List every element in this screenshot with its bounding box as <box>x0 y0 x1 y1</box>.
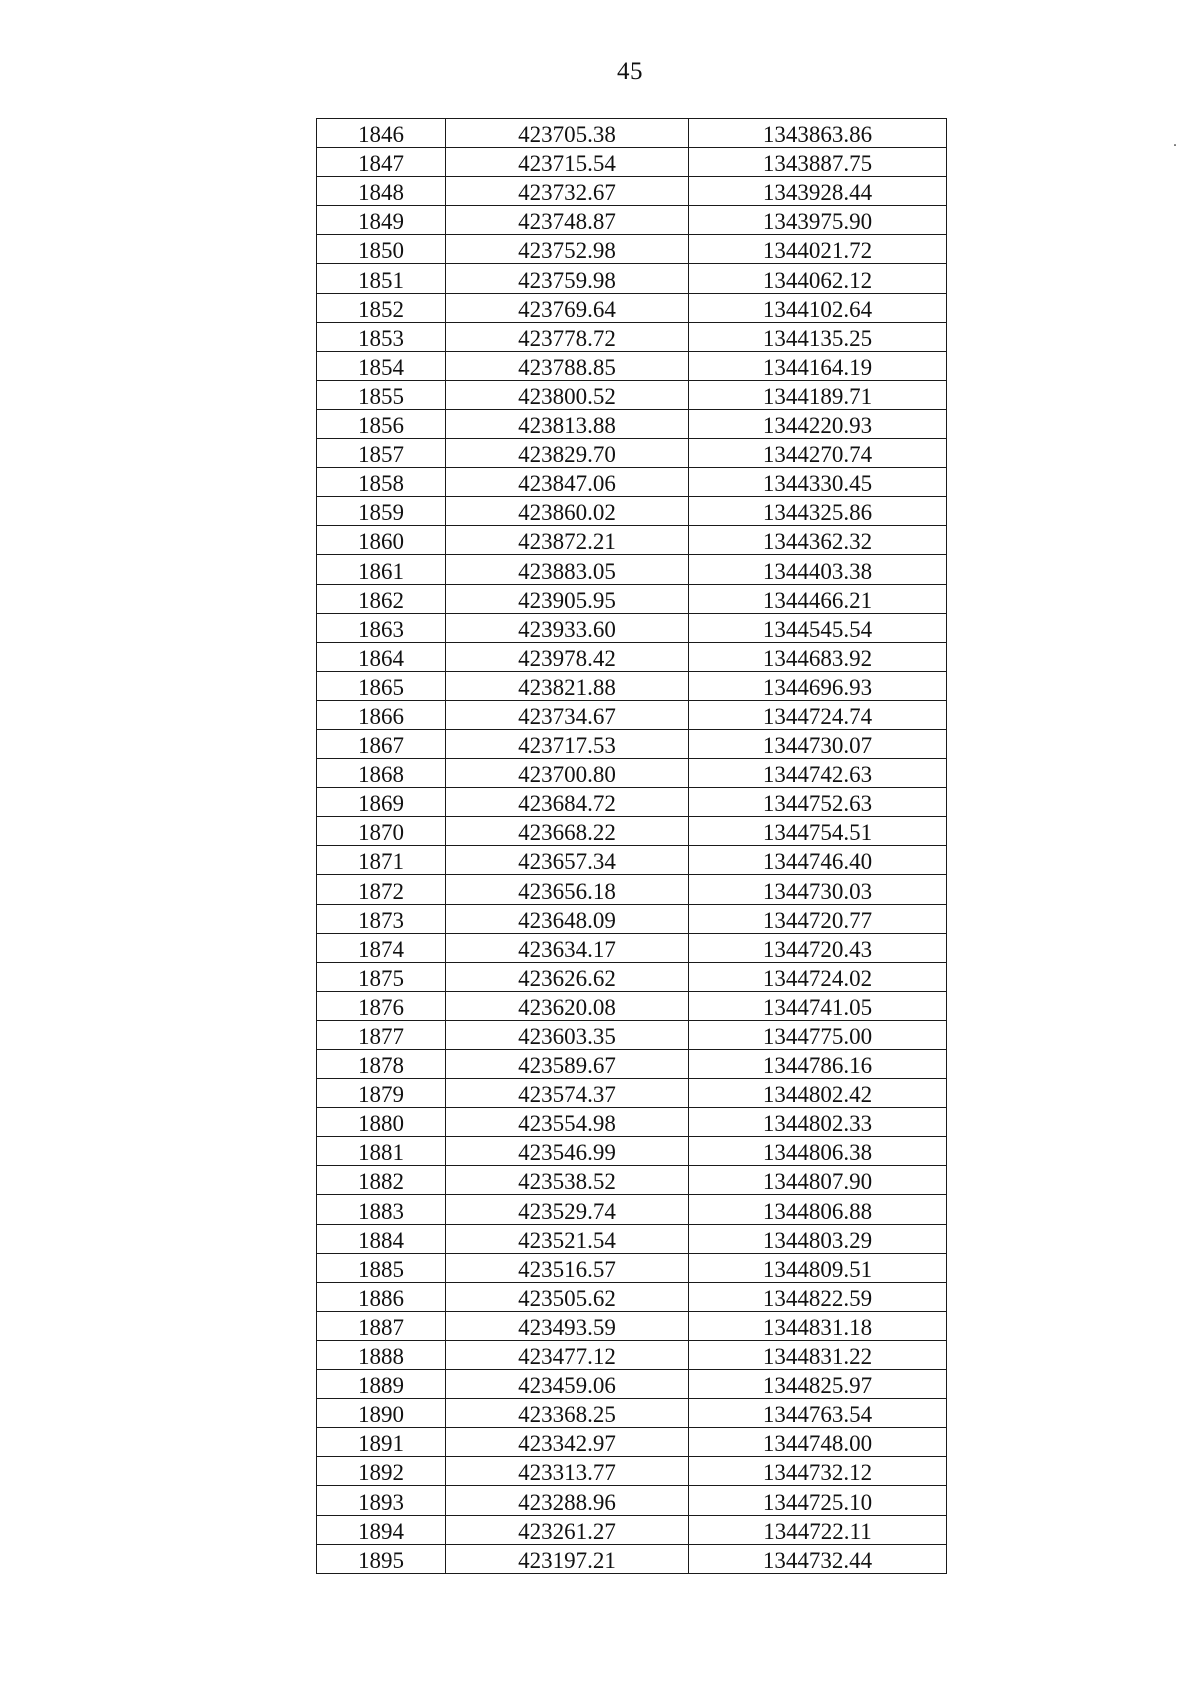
x-coordinate-cell: 423769.64 <box>446 293 689 322</box>
y-coordinate-cell: 1344803.29 <box>689 1224 947 1253</box>
y-coordinate-cell: 1344683.92 <box>689 642 947 671</box>
point-number-cell: 1872 <box>317 875 446 904</box>
point-number-cell: 1868 <box>317 759 446 788</box>
y-coordinate-cell: 1344722.11 <box>689 1515 947 1544</box>
point-number-cell: 1876 <box>317 991 446 1020</box>
table-row <box>317 1108 947 1137</box>
table-row <box>317 1486 947 1515</box>
table-row <box>317 235 947 264</box>
point-number-cell: 1886 <box>317 1282 446 1311</box>
x-coordinate-cell: 423700.80 <box>446 759 689 788</box>
point-number-cell: 1857 <box>317 439 446 468</box>
x-coordinate-cell: 423717.53 <box>446 729 689 758</box>
point-number-cell: 1877 <box>317 1020 446 1049</box>
table-row <box>317 264 947 293</box>
point-number-cell: 1874 <box>317 933 446 962</box>
y-coordinate-cell: 1344741.05 <box>689 991 947 1020</box>
coordinates-table-body <box>317 119 947 1574</box>
table-row <box>317 555 947 584</box>
table-row <box>317 671 947 700</box>
table-row <box>317 1311 947 1340</box>
x-coordinate-cell: 423620.08 <box>446 991 689 1020</box>
x-coordinate-cell: 423538.52 <box>446 1166 689 1195</box>
y-coordinate-cell: 1344545.54 <box>689 613 947 642</box>
point-number-cell: 1848 <box>317 177 446 206</box>
table-row <box>317 439 947 468</box>
x-coordinate-cell: 423197.21 <box>446 1544 689 1573</box>
y-coordinate-cell: 1344062.12 <box>689 264 947 293</box>
point-number-cell: 1888 <box>317 1340 446 1369</box>
x-coordinate-cell: 423847.06 <box>446 468 689 497</box>
x-coordinate-cell: 423589.67 <box>446 1050 689 1079</box>
point-number-cell: 1892 <box>317 1457 446 1486</box>
point-number-cell: 1863 <box>317 613 446 642</box>
x-coordinate-cell: 423705.38 <box>446 119 689 148</box>
table-row <box>317 1515 947 1544</box>
y-coordinate-cell: 1344466.21 <box>689 584 947 613</box>
x-coordinate-cell: 423788.85 <box>446 351 689 380</box>
y-coordinate-cell: 1344724.02 <box>689 962 947 991</box>
table-row <box>317 1079 947 1108</box>
y-coordinate-cell: 1344806.38 <box>689 1137 947 1166</box>
x-coordinate-cell: 423288.96 <box>446 1486 689 1515</box>
point-number-cell: 1850 <box>317 235 446 264</box>
table-row <box>317 1253 947 1282</box>
point-number-cell: 1861 <box>317 555 446 584</box>
table-row <box>317 1370 947 1399</box>
table-row <box>317 933 947 962</box>
table-row <box>317 729 947 758</box>
x-coordinate-cell: 423634.17 <box>446 933 689 962</box>
x-coordinate-cell: 423603.35 <box>446 1020 689 1049</box>
table-row <box>317 1020 947 1049</box>
table-row <box>317 613 947 642</box>
table-row <box>317 497 947 526</box>
table-row <box>317 409 947 438</box>
y-coordinate-cell: 1344807.90 <box>689 1166 947 1195</box>
point-number-cell: 1864 <box>317 642 446 671</box>
x-coordinate-cell: 423978.42 <box>446 642 689 671</box>
point-number-cell: 1859 <box>317 497 446 526</box>
table-row <box>317 962 947 991</box>
x-coordinate-cell: 423759.98 <box>446 264 689 293</box>
x-coordinate-cell: 423778.72 <box>446 322 689 351</box>
table-row <box>317 1137 947 1166</box>
x-coordinate-cell: 423459.06 <box>446 1370 689 1399</box>
point-number-cell: 1849 <box>317 206 446 235</box>
x-coordinate-cell: 423657.34 <box>446 846 689 875</box>
x-coordinate-cell: 423656.18 <box>446 875 689 904</box>
x-coordinate-cell: 423800.52 <box>446 380 689 409</box>
y-coordinate-cell: 1344696.93 <box>689 671 947 700</box>
point-number-cell: 1878 <box>317 1050 446 1079</box>
x-coordinate-cell: 423626.62 <box>446 962 689 991</box>
point-number-cell: 1881 <box>317 1137 446 1166</box>
x-coordinate-cell: 423546.99 <box>446 1137 689 1166</box>
y-coordinate-cell: 1344754.51 <box>689 817 947 846</box>
y-coordinate-cell: 1344330.45 <box>689 468 947 497</box>
table-row <box>317 468 947 497</box>
x-coordinate-cell: 423905.95 <box>446 584 689 613</box>
point-number-cell: 1854 <box>317 351 446 380</box>
x-coordinate-cell: 423493.59 <box>446 1311 689 1340</box>
table-row <box>317 351 947 380</box>
point-number-cell: 1866 <box>317 700 446 729</box>
x-coordinate-cell: 423668.22 <box>446 817 689 846</box>
point-number-cell: 1884 <box>317 1224 446 1253</box>
y-coordinate-cell: 1343975.90 <box>689 206 947 235</box>
y-coordinate-cell: 1344746.40 <box>689 846 947 875</box>
table-row <box>317 817 947 846</box>
table-row <box>317 991 947 1020</box>
point-number-cell: 1852 <box>317 293 446 322</box>
table-row <box>317 1457 947 1486</box>
y-coordinate-cell: 1344809.51 <box>689 1253 947 1282</box>
table-row <box>317 759 947 788</box>
y-coordinate-cell: 1344325.86 <box>689 497 947 526</box>
y-coordinate-cell: 1344720.77 <box>689 904 947 933</box>
scan-mark: . <box>1173 133 1177 150</box>
point-number-cell: 1885 <box>317 1253 446 1282</box>
y-coordinate-cell: 1344724.74 <box>689 700 947 729</box>
point-number-cell: 1856 <box>317 409 446 438</box>
y-coordinate-cell: 1344831.22 <box>689 1340 947 1369</box>
y-coordinate-cell: 1344763.54 <box>689 1399 947 1428</box>
y-coordinate-cell: 1344748.00 <box>689 1428 947 1457</box>
x-coordinate-cell: 423883.05 <box>446 555 689 584</box>
y-coordinate-cell: 1344220.93 <box>689 409 947 438</box>
x-coordinate-cell: 423933.60 <box>446 613 689 642</box>
table-row <box>317 380 947 409</box>
table-row <box>317 1166 947 1195</box>
y-coordinate-cell: 1344720.43 <box>689 933 947 962</box>
x-coordinate-cell: 423574.37 <box>446 1079 689 1108</box>
x-coordinate-cell: 423752.98 <box>446 235 689 264</box>
point-number-cell: 1887 <box>317 1311 446 1340</box>
point-number-cell: 1873 <box>317 904 446 933</box>
x-coordinate-cell: 423715.54 <box>446 148 689 177</box>
point-number-cell: 1869 <box>317 788 446 817</box>
table-row <box>317 1224 947 1253</box>
point-number-cell: 1889 <box>317 1370 446 1399</box>
x-coordinate-cell: 423860.02 <box>446 497 689 526</box>
point-number-cell: 1880 <box>317 1108 446 1137</box>
point-number-cell: 1875 <box>317 962 446 991</box>
y-coordinate-cell: 1344725.10 <box>689 1486 947 1515</box>
table-row <box>317 1340 947 1369</box>
x-coordinate-cell: 423829.70 <box>446 439 689 468</box>
y-coordinate-cell: 1344786.16 <box>689 1050 947 1079</box>
table-row <box>317 904 947 933</box>
point-number-cell: 1894 <box>317 1515 446 1544</box>
table-row <box>317 322 947 351</box>
page-number: 45 <box>617 58 643 85</box>
table-row <box>317 1050 947 1079</box>
y-coordinate-cell: 1344362.32 <box>689 526 947 555</box>
table-row <box>317 700 947 729</box>
y-coordinate-cell: 1344021.72 <box>689 235 947 264</box>
y-coordinate-cell: 1343928.44 <box>689 177 947 206</box>
point-number-cell: 1862 <box>317 584 446 613</box>
x-coordinate-cell: 423813.88 <box>446 409 689 438</box>
coordinates-table <box>316 118 947 1574</box>
y-coordinate-cell: 1344270.74 <box>689 439 947 468</box>
point-number-cell: 1890 <box>317 1399 446 1428</box>
table-row <box>317 1428 947 1457</box>
y-coordinate-cell: 1344802.33 <box>689 1108 947 1137</box>
table-row <box>317 875 947 904</box>
x-coordinate-cell: 423732.67 <box>446 177 689 206</box>
y-coordinate-cell: 1344742.63 <box>689 759 947 788</box>
table-row <box>317 584 947 613</box>
x-coordinate-cell: 423529.74 <box>446 1195 689 1224</box>
table-row <box>317 1544 947 1573</box>
x-coordinate-cell: 423734.67 <box>446 700 689 729</box>
y-coordinate-cell: 1344806.88 <box>689 1195 947 1224</box>
table-row <box>317 788 947 817</box>
y-coordinate-cell: 1344732.12 <box>689 1457 947 1486</box>
x-coordinate-cell: 423516.57 <box>446 1253 689 1282</box>
x-coordinate-cell: 423477.12 <box>446 1340 689 1369</box>
point-number-cell: 1891 <box>317 1428 446 1457</box>
point-number-cell: 1871 <box>317 846 446 875</box>
point-number-cell: 1858 <box>317 468 446 497</box>
table-row <box>317 177 947 206</box>
point-number-cell: 1855 <box>317 380 446 409</box>
point-number-cell: 1860 <box>317 526 446 555</box>
point-number-cell: 1847 <box>317 148 446 177</box>
y-coordinate-cell: 1344164.19 <box>689 351 947 380</box>
x-coordinate-cell: 423554.98 <box>446 1108 689 1137</box>
y-coordinate-cell: 1344189.71 <box>689 380 947 409</box>
y-coordinate-cell: 1344822.59 <box>689 1282 947 1311</box>
y-coordinate-cell: 1344732.44 <box>689 1544 947 1573</box>
y-coordinate-cell: 1343887.75 <box>689 148 947 177</box>
table-row <box>317 1195 947 1224</box>
point-number-cell: 1882 <box>317 1166 446 1195</box>
point-number-cell: 1883 <box>317 1195 446 1224</box>
x-coordinate-cell: 423261.27 <box>446 1515 689 1544</box>
y-coordinate-cell: 1344775.00 <box>689 1020 947 1049</box>
x-coordinate-cell: 423368.25 <box>446 1399 689 1428</box>
table-row <box>317 1282 947 1311</box>
table-row <box>317 526 947 555</box>
y-coordinate-cell: 1344825.97 <box>689 1370 947 1399</box>
point-number-cell: 1851 <box>317 264 446 293</box>
x-coordinate-cell: 423748.87 <box>446 206 689 235</box>
y-coordinate-cell: 1344752.63 <box>689 788 947 817</box>
point-number-cell: 1893 <box>317 1486 446 1515</box>
x-coordinate-cell: 423313.77 <box>446 1457 689 1486</box>
table-row <box>317 293 947 322</box>
y-coordinate-cell: 1344831.18 <box>689 1311 947 1340</box>
y-coordinate-cell: 1343863.86 <box>689 119 947 148</box>
y-coordinate-cell: 1344730.07 <box>689 729 947 758</box>
x-coordinate-cell: 423505.62 <box>446 1282 689 1311</box>
y-coordinate-cell: 1344802.42 <box>689 1079 947 1108</box>
point-number-cell: 1870 <box>317 817 446 846</box>
x-coordinate-cell: 423872.21 <box>446 526 689 555</box>
table-row <box>317 119 947 148</box>
x-coordinate-cell: 423648.09 <box>446 904 689 933</box>
point-number-cell: 1865 <box>317 671 446 700</box>
point-number-cell: 1895 <box>317 1544 446 1573</box>
point-number-cell: 1846 <box>317 119 446 148</box>
x-coordinate-cell: 423342.97 <box>446 1428 689 1457</box>
y-coordinate-cell: 1344730.03 <box>689 875 947 904</box>
table-row <box>317 148 947 177</box>
y-coordinate-cell: 1344403.38 <box>689 555 947 584</box>
y-coordinate-cell: 1344135.25 <box>689 322 947 351</box>
x-coordinate-cell: 423821.88 <box>446 671 689 700</box>
x-coordinate-cell: 423684.72 <box>446 788 689 817</box>
table-row <box>317 846 947 875</box>
point-number-cell: 1867 <box>317 729 446 758</box>
point-number-cell: 1853 <box>317 322 446 351</box>
table-row <box>317 642 947 671</box>
table-row <box>317 1399 947 1428</box>
table-row <box>317 206 947 235</box>
y-coordinate-cell: 1344102.64 <box>689 293 947 322</box>
point-number-cell: 1879 <box>317 1079 446 1108</box>
x-coordinate-cell: 423521.54 <box>446 1224 689 1253</box>
